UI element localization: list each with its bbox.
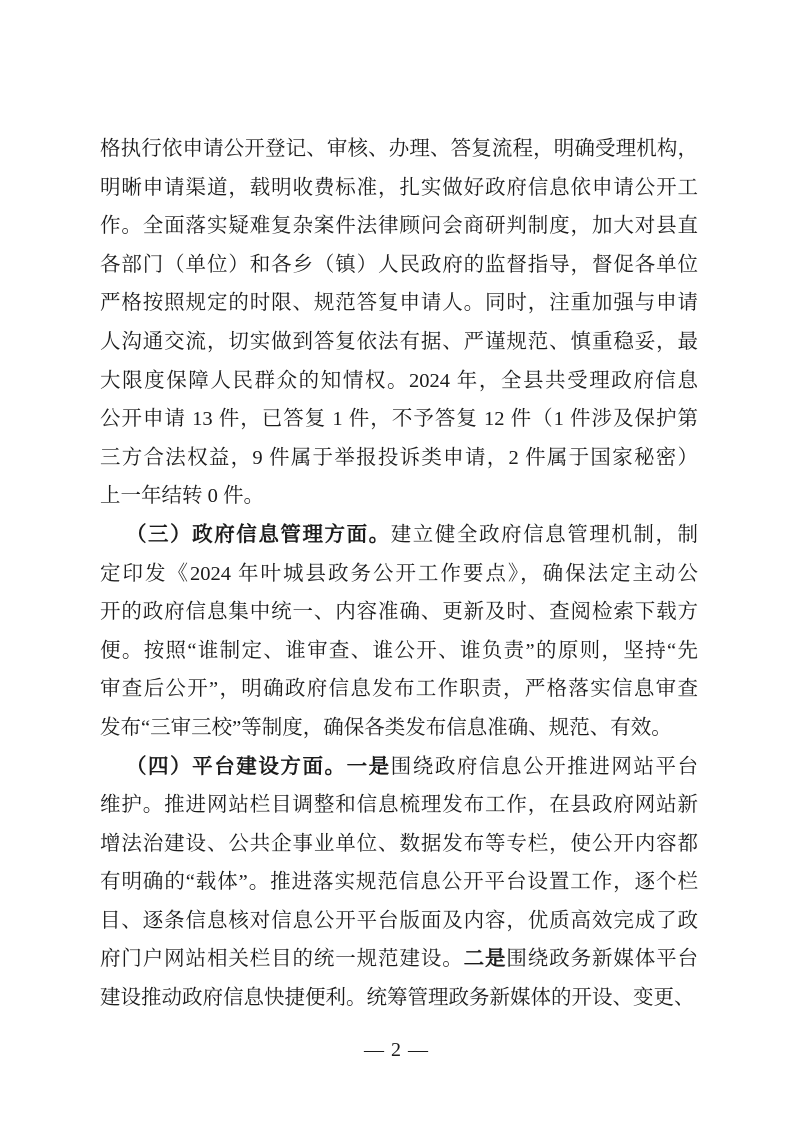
text-line <box>100 786 698 825</box>
text-run: 定印发《2024 年叶城县政务公开工作要点》，确保法定主动公 <box>100 562 698 585</box>
text-run: 增法治建设、公共企事业单位、数据发布等专栏，使公开内容都 <box>100 832 698 855</box>
text-run: 目、逐条信息核对信息公开平台版面及内容，优质高效完成了政 <box>100 909 698 932</box>
text-run: 人沟通交流，切实做到答复依法有据、严谨规范、慎重稳妥，最 <box>100 330 698 353</box>
text-run: 开的政府信息集中统一、内容准确、更新及时、查阅检索下载方 <box>100 601 698 624</box>
text-line <box>100 593 698 632</box>
text-run: 审查后公开”，明确政府信息发布工作职责，严格落实信息审查 <box>100 678 698 701</box>
text-line <box>100 246 698 285</box>
text-run: 作。全面落实疑难复杂案件法律顾问会商研判制度，加大对县直 <box>100 215 698 238</box>
text-line <box>100 555 698 594</box>
text-line <box>100 130 698 169</box>
text-run: 严格按照规定的时限、规范答复申请人。同时，注重加强与申请 <box>100 292 698 315</box>
text-line <box>100 979 698 1018</box>
page-number: — 2 — <box>364 1039 429 1061</box>
text-line <box>100 863 698 902</box>
text-line <box>100 940 698 979</box>
text-run: 各部门（单位）和各乡（镇）人民政府的监督指导，督促各单位 <box>100 253 698 276</box>
text-line <box>100 709 698 748</box>
text-run: 府门户网站相关栏目的统一规范建设。 <box>100 948 464 971</box>
text-line <box>100 207 698 246</box>
text-line <box>100 902 698 941</box>
text-line <box>100 323 698 362</box>
text-run: 格执行依申请公开登记、审核、办理、答复流程，明确受理机构， <box>100 138 698 160</box>
text-line <box>100 362 698 401</box>
text-line <box>100 400 698 439</box>
text-run: 建立健全政府信息管理机制，制 <box>390 523 698 546</box>
text-run: 有明确的“载体”。推进落实规范信息公开平台设置工作，逐个栏 <box>100 871 698 894</box>
text-run: 便。按照“谁制定、谁审查、谁公开、谁负责”的原则，坚持“先 <box>100 639 698 662</box>
text-line <box>100 632 698 671</box>
document-body <box>100 130 698 1018</box>
section-heading-line <box>100 748 698 787</box>
text-line <box>100 825 698 864</box>
text-line <box>100 169 698 208</box>
text-run: 发布“三审三校”等制度，确保各类发布信息准确、规范、有效。 <box>100 716 672 739</box>
text-line <box>100 477 698 516</box>
section-heading-bold-run: （四）平台建设方面。一是 <box>126 754 391 778</box>
text-run: 围绕政务新媒体平台 <box>506 948 698 971</box>
text-line <box>100 284 698 323</box>
text-run: 建设推动政府信息快捷便利。统筹管理政务新媒体的开设、变更、 <box>100 987 695 1010</box>
text-run: 围绕政府信息公开推进网站平台 <box>390 755 698 778</box>
text-run: 维护。推进网站栏目调整和信息梳理发布工作，在县政府网站新 <box>100 794 698 817</box>
text-run: 三方合法权益，9 件属于举报投诉类申请，2 件属于国家秘密） <box>100 446 698 469</box>
text-run: 上一年结转 0 件。 <box>100 485 264 508</box>
text-run: 大限度保障人民群众的知情权。2024 年，全县共受理政府信息 <box>100 369 698 392</box>
text-run: 明晰申请渠道，载明收费标准，扎实做好政府信息依申请公开工 <box>100 176 698 199</box>
text-run: 公开申请 13 件，已答复 1 件，不予答复 12 件（1 件涉及保护第 <box>100 408 698 431</box>
text-line <box>100 670 698 709</box>
section-heading-line <box>100 516 698 555</box>
text-line <box>100 439 698 478</box>
inline-bold-run: 二是 <box>463 947 507 971</box>
section-heading-bold-run: （三）政府信息管理方面。 <box>126 522 391 546</box>
